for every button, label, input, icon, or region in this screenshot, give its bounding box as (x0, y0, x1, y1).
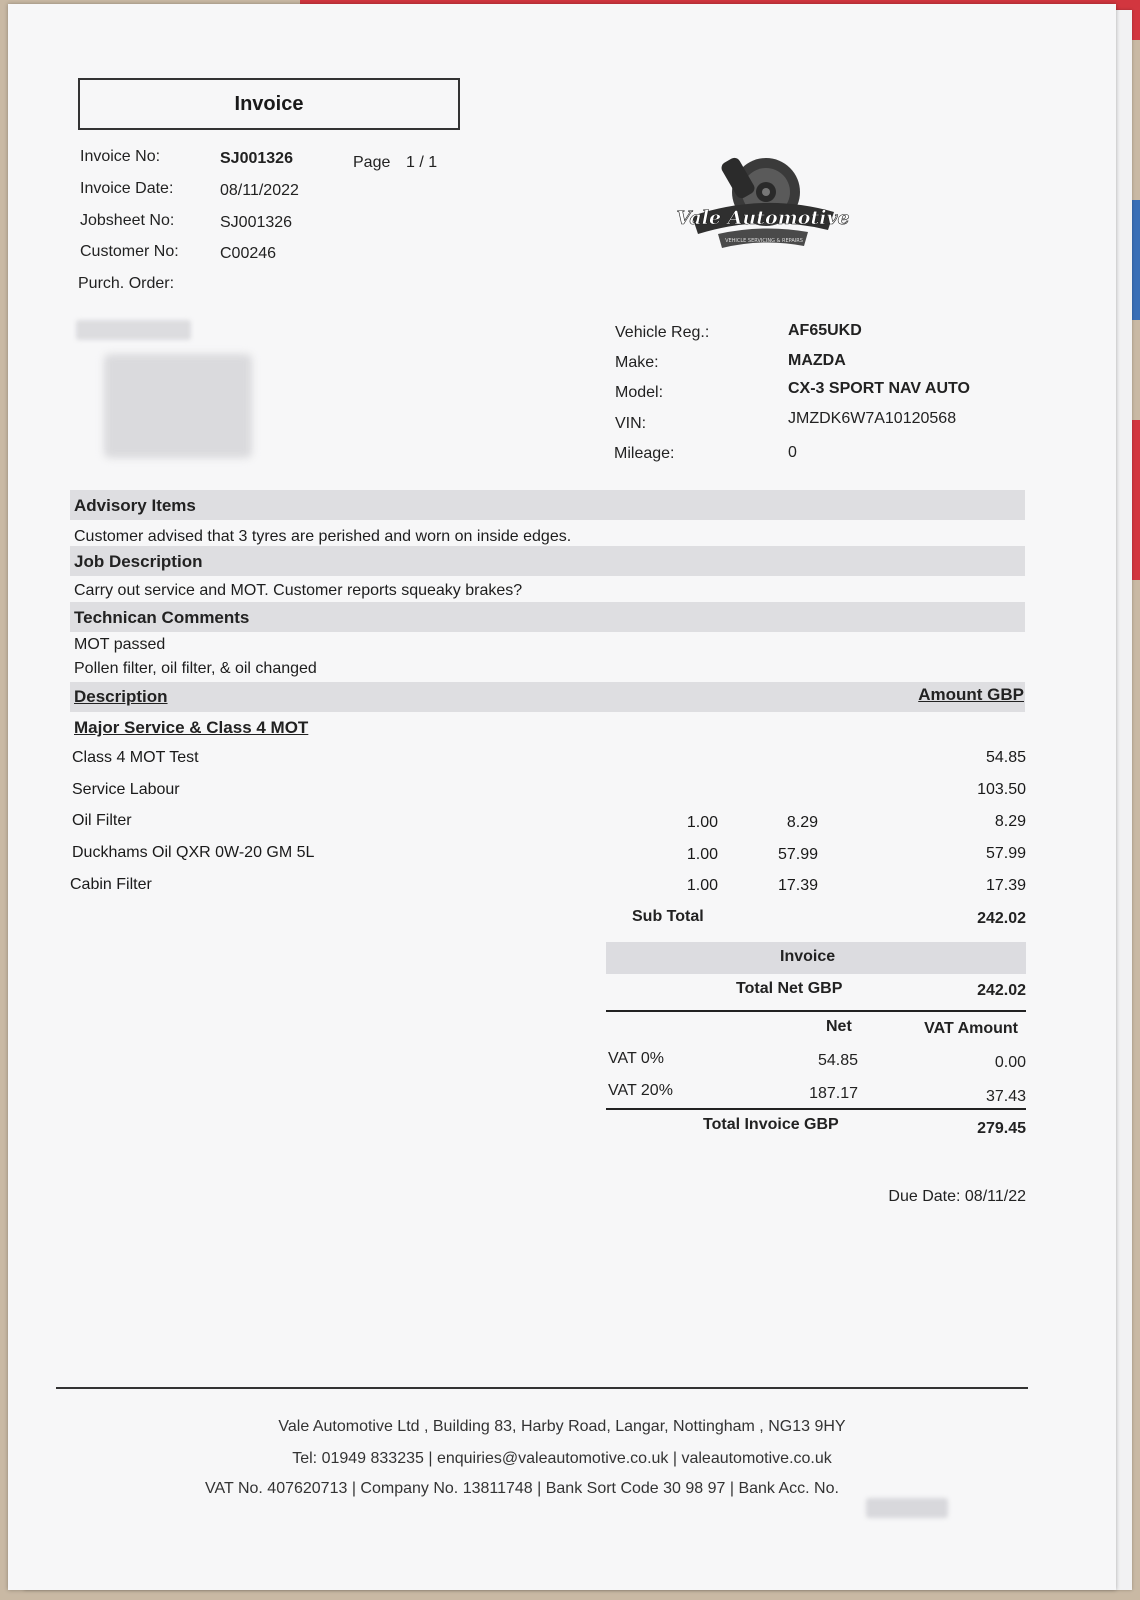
item-amount: 57.99 (985, 845, 1026, 862)
vin-label: VIN: (615, 415, 647, 432)
items-header-band (70, 682, 1025, 712)
item-unit-price: 57.99 (777, 846, 818, 863)
make-value: MAZDA (788, 352, 846, 369)
invoice-no-value: SJ001326 (220, 150, 293, 167)
item-amount: 17.39 (985, 877, 1026, 894)
logo-tagline: VEHICLE SERVICING & REPAIRS (725, 238, 803, 244)
invoice-date-label: Invoice Date: (80, 180, 174, 197)
invoice-title: Invoice (78, 78, 460, 130)
page-label: Page (353, 154, 391, 171)
purch-order-label: Purch. Order: (78, 275, 175, 292)
tech-heading: Technican Comments (74, 608, 250, 627)
advisory-heading: Advisory Items (74, 496, 196, 515)
item-desc: Class 4 MOT Test (72, 749, 199, 766)
item-desc: Duckhams Oil QXR 0W-20 GM 5L (72, 844, 315, 861)
invoice-date-value: 08/11/2022 (220, 182, 299, 199)
vat-amount-header: VAT Amount (924, 1020, 1018, 1037)
item-unit-price: 17.39 (777, 877, 818, 894)
footer-contact: Tel: 01949 833235 | enquiries@valeautomotive.co.uk | valeautomotive.co.uk (292, 1450, 832, 1467)
redacted-customer-address (104, 354, 252, 458)
item-unit-price: 8.29 (786, 814, 818, 831)
jobsheet-no-label: Jobsheet No: (80, 212, 175, 229)
due-date: Due Date: 08/11/22 (888, 1188, 1026, 1205)
vat20-amount: 37.43 (985, 1088, 1026, 1105)
vehicle-reg-value: AF65UKD (788, 322, 862, 339)
customer-no-label: Customer No: (80, 243, 179, 260)
total-invoice-value: 279.45 (977, 1120, 1026, 1137)
vat0-amount: 0.00 (994, 1054, 1026, 1071)
item-amount: 8.29 (994, 813, 1026, 830)
model-value: CX-3 SPORT NAV AUTO (788, 380, 970, 397)
vale-automotive-logo (676, 150, 850, 260)
item-desc: Service Labour (72, 781, 180, 798)
advisory-band (70, 490, 1025, 520)
redacted-bank-account (866, 1498, 948, 1518)
mileage-value: 0 (788, 444, 797, 461)
vat0-label: VAT 0% (608, 1050, 665, 1067)
footer-company-info: VAT No. 407620713 | Company No. 13811748 | Bank Sort Code 30 98 97 | Bank Acc. No. (205, 1480, 839, 1497)
footer-address: Vale Automotive Ltd , Building 83, Harby Road, Langar, Nottingham , NG13 9HY (278, 1418, 846, 1435)
amount-header: Amount GBP (918, 685, 1024, 704)
background-edge-blue (1132, 200, 1140, 320)
redacted-customer-name (76, 320, 191, 340)
total-net-value: 242.02 (977, 982, 1026, 999)
background-edge-red-right (1132, 420, 1140, 580)
summary-rule-top (606, 1010, 1026, 1012)
invoice-page (8, 4, 1116, 1590)
vin-value: JMZDK6W7A10120568 (788, 410, 957, 427)
customer-no-value: C00246 (220, 245, 277, 262)
item-group-title: Major Service & Class 4 MOT (74, 718, 309, 737)
item-amount: 54.85 (985, 749, 1026, 766)
vehicle-reg-label: Vehicle Reg.: (615, 324, 710, 341)
tech-line-2: Pollen filter, oil filter, & oil changed (74, 660, 317, 677)
vat0-net: 54.85 (817, 1052, 858, 1069)
total-invoice-label: Total Invoice GBP (703, 1116, 839, 1133)
invoice-no-label: Invoice No: (80, 148, 161, 165)
make-label: Make: (615, 354, 659, 371)
vat20-net: 187.17 (809, 1085, 858, 1102)
advisory-text: Customer advised that 3 tyres are perished and worn on inside edges. (74, 528, 572, 545)
subtotal-label: Sub Total (632, 908, 704, 925)
summary-rule-bottom (606, 1108, 1026, 1110)
item-amount: 103.50 (977, 781, 1026, 798)
vat20-label: VAT 20% (608, 1082, 673, 1099)
mileage-label: Mileage: (614, 445, 675, 462)
job-text: Carry out service and MOT. Customer reports squeaky brakes? (74, 582, 523, 599)
item-desc: Cabin Filter (70, 876, 152, 893)
job-heading: Job Description (74, 552, 203, 571)
job-band (70, 546, 1025, 576)
footer-rule (56, 1387, 1028, 1389)
tech-line-1: MOT passed (74, 636, 166, 653)
net-header: Net (826, 1018, 852, 1035)
item-qty: 1.00 (686, 877, 718, 894)
item-qty: 1.00 (686, 846, 718, 863)
subtotal-value: 242.02 (977, 910, 1026, 927)
model-label: Model: (615, 384, 664, 401)
item-desc: Oil Filter (72, 812, 132, 829)
description-header: Description (74, 687, 168, 706)
summary-band-label: Invoice (780, 948, 836, 965)
jobsheet-no-value: SJ001326 (220, 214, 293, 231)
page-value: 1 / 1 (406, 154, 438, 171)
logo-wordmark: Vale Automotive (676, 207, 850, 229)
item-qty: 1.00 (686, 814, 718, 831)
total-net-label: Total Net GBP (736, 980, 843, 997)
